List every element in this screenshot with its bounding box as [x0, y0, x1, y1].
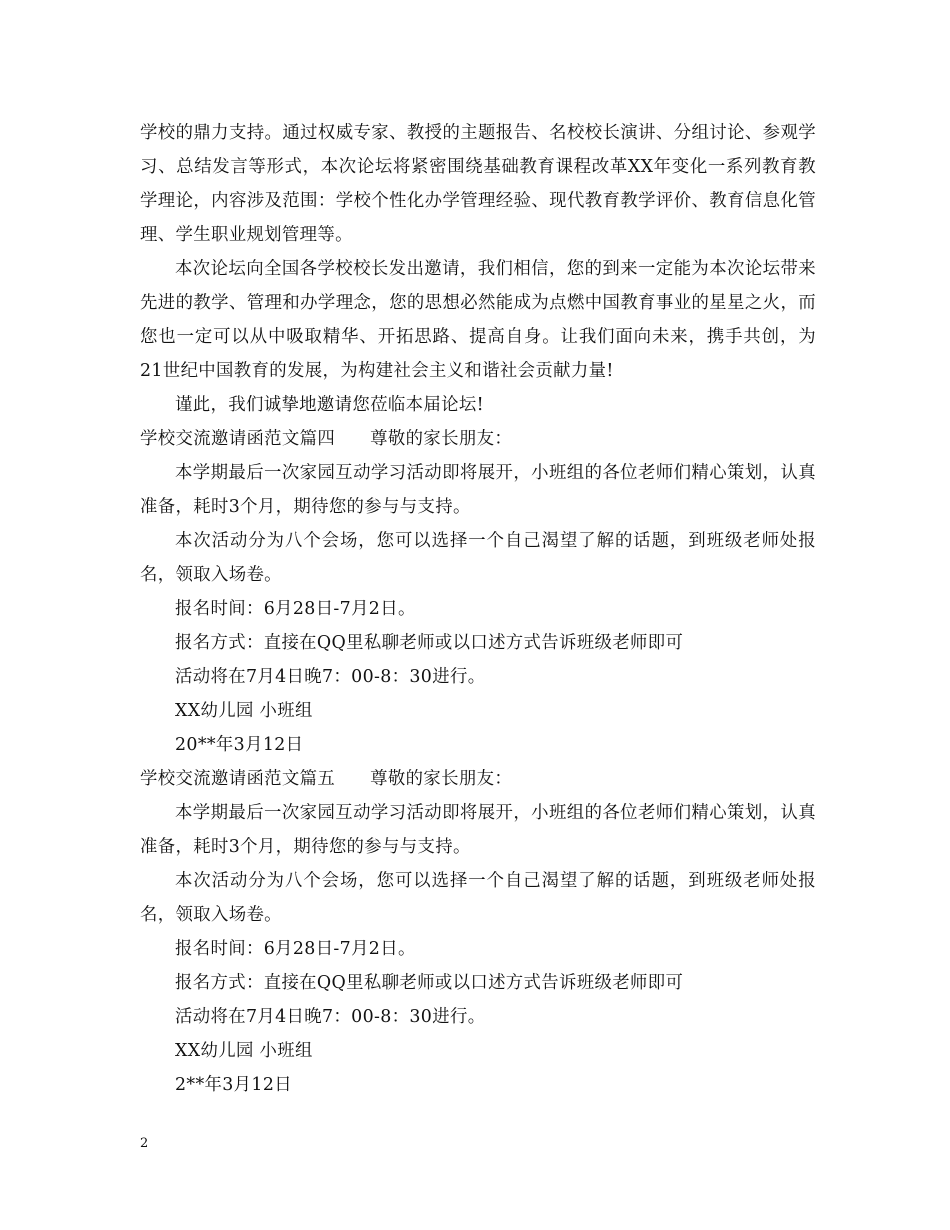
section4-event-time: 活动将在7月4日晚7：00-8：30进行。	[175, 667, 486, 687]
section5-signup-method: 报名方式：直接在QQ里私聊老师或以口述方式告诉班级老师即可	[175, 973, 684, 993]
section4-heading-line	[140, 422, 816, 456]
section4-date: 20**年3月12日	[175, 735, 304, 755]
section4-salutation: 尊敬的家长朋友：	[370, 429, 513, 449]
paragraph-forum-closing: 谨此，我们诚挚地邀请您莅临本届论坛!	[175, 395, 484, 415]
section5-date: 2**年3月12日	[175, 1075, 292, 1095]
page-number: 2	[140, 1136, 149, 1151]
section4-venues: 本次活动分为八个会场，您可以选择一个自己渴望了解的话题，到班级老师处报名，领取入场卷。	[140, 531, 816, 585]
section5-heading: 学校交流邀请函范文篇五	[140, 769, 336, 789]
section5-signature: XX幼儿园 小班组	[175, 1041, 313, 1061]
section4-signature: XX幼儿园 小班组	[175, 701, 313, 721]
section4-signup-time: 报名时间：6月28日-7月2日。	[175, 599, 416, 619]
section5-signup-time: 报名时间：6月28日-7月2日。	[175, 939, 416, 959]
section4-intro: 本学期最后一次家园互动学习活动即将展开，小班组的各位老师们精心策划，认真准备，耗时3个月，期待您的参与与支持。	[140, 463, 816, 517]
paragraph-forum-invitation: 本次论坛向全国各学校校长发出邀请，我们相信，您的到来一定能为本次论坛带来先进的教学、管理和办学理念，您的思想必然能成为点燃中国教育事业的星星之火，而您也一定可以从中吸取精华、开拓思路、提高自身。让我们面向未来，携手共创，为21世纪中国教育的发展，为构建社会主义和谐社会贡献力量!	[140, 259, 816, 381]
section5-event-time: 活动将在7月4日晚7：00-8：30进行。	[175, 1007, 486, 1027]
document-body	[140, 116, 816, 1102]
section5-heading-line	[140, 762, 816, 796]
paragraph-forum-support: 学校的鼎力支持。通过权威专家、教授的主题报告、名校校长演讲、分组讨论、参观学习、总结发言等形式，本次论坛将紧密围绕基础教育课程改革XX年变化一系列教育教学理论，内容涉及范围：学校个性化办学管理经验、现代教育教学评价、教育信息化管理、学生职业规划管理等。	[140, 123, 816, 245]
section4-signup-method: 报名方式：直接在QQ里私聊老师或以口述方式告诉班级老师即可	[175, 633, 684, 653]
section5-venues: 本次活动分为八个会场，您可以选择一个自己渴望了解的话题，到班级老师处报名，领取入场卷。	[140, 871, 816, 925]
section4-heading: 学校交流邀请函范文篇四	[140, 429, 336, 449]
section5-intro: 本学期最后一次家园互动学习活动即将展开，小班组的各位老师们精心策划，认真准备，耗时3个月，期待您的参与与支持。	[140, 803, 816, 857]
section5-salutation: 尊敬的家长朋友：	[370, 769, 513, 789]
